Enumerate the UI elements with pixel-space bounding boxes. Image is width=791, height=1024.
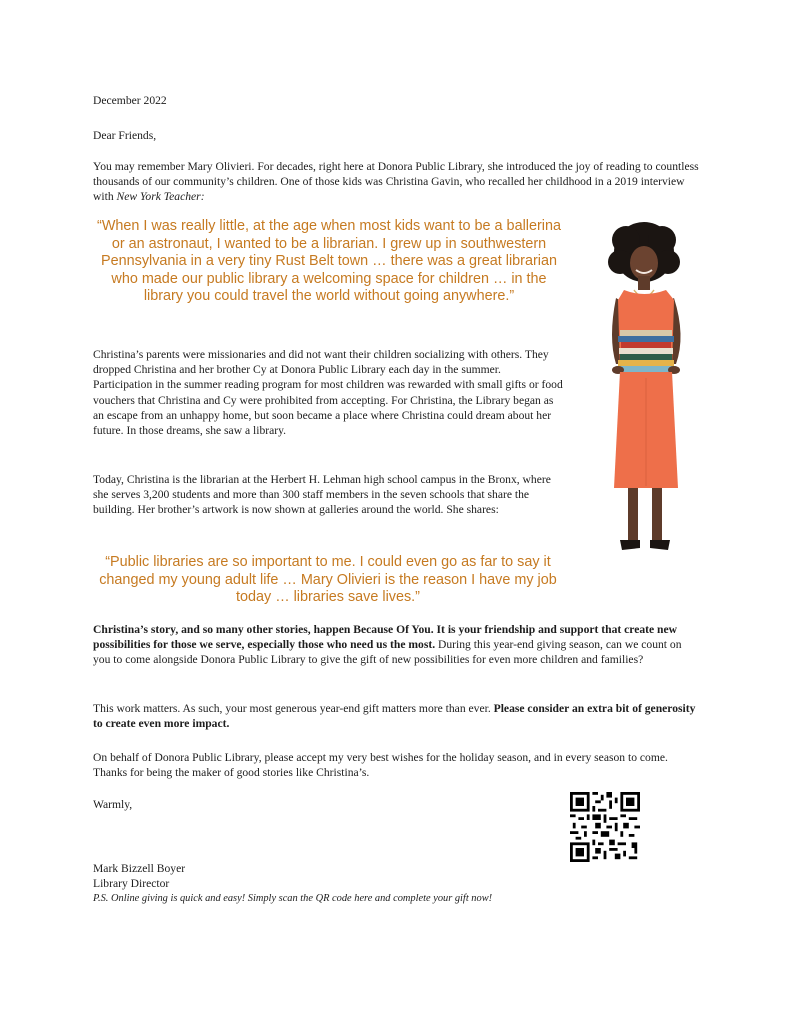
salutation: Dear Friends,: [93, 129, 157, 142]
paragraph-best-wishes: On behalf of Donora Public Library, please accept my very best wishes for the holiday season, and in every season to come. Thanks for being the maker of good stories like Christina’s.: [93, 751, 668, 780]
intro-text: You may remember Mary Olivieri. For decades, right here at Donora Public Library, she introduced the joy of reading to countless thousands of our community’s children. One of those kids was Christina Gavin, who recalled her childhood in a 2019 interview with: [93, 160, 699, 204]
paragraph-parents: Christina’s parents were missionaries and did not want their children socializing with others. They dropped Christina and her brother Cy at Donora Public Library each day in the summer. Participation in the summer reading program for most children was rewarded with small gifts or food vouchers that Christina and Cy were prohibited from accepting. For Christina, the Library began as an escape from an unhappy home, but soon became a place where Christina could dream about her future. In those dreams, she saw a library.: [93, 348, 563, 438]
publication-name: New York Teacher:: [116, 190, 205, 204]
pull-quote-2: “Public libraries are so important to me. I could even go as far to say it changed my young adult life … Mary Olivieri is the reason I have my job today … libraries save lives.”: [99, 554, 557, 606]
paragraph-today: Today, Christina is the librarian at the Herbert H. Lehman high school campus in the Bronx, where she serves 3,200 students and more than 300 staff members in the seven schools that share the building. Her brother’s artwork is now shown at galleries around the world. She shares:: [93, 473, 551, 517]
qr-code-icon[interactable]: [570, 792, 640, 862]
postscript: P.S. Online giving is quick and easy! Simply scan the QR code here and complete your gift now!: [93, 893, 493, 904]
pull-quote-1: “When I was really little, at the age when most kids want to be a ballerina or an astronaut, I wanted to be a librarian. I grew up in southwestern Pennsylvania in a very tiny Rust Belt town … there was a great librarian who made our public library a welcoming space for children … in the library you could travel the world without going anywhere.”: [97, 218, 561, 305]
signer-name: Mark Bizzell Boyer: [93, 862, 186, 875]
work-matters-text: This work matters. As such, your most generous year-end gift matters more than ever.: [93, 702, 494, 715]
closing: Warmly,: [93, 798, 133, 811]
paragraph-because-of-you: [93, 622, 701, 668]
bold-appeal: Christina’s story, and so many other stories, happen Because Of You. It is your friendship and support that create new possibilities for those we serve, especially those who need us the most.: [93, 623, 678, 652]
photo-of-woman-holding-books: [590, 218, 702, 568]
intro-paragraph: [93, 159, 703, 205]
signer-title: Library Director: [93, 877, 170, 890]
paragraph-work-matters: [93, 701, 701, 731]
letter-date: December 2022: [93, 94, 167, 107]
appeal-text: During this year-end giving season, can we count on you to come alongside Donora Public Library to give the gift of new possibilities for even more children and families?: [93, 638, 682, 667]
bold-generosity: Please consider an extra bit of generosity to create even more impact.: [93, 702, 696, 731]
